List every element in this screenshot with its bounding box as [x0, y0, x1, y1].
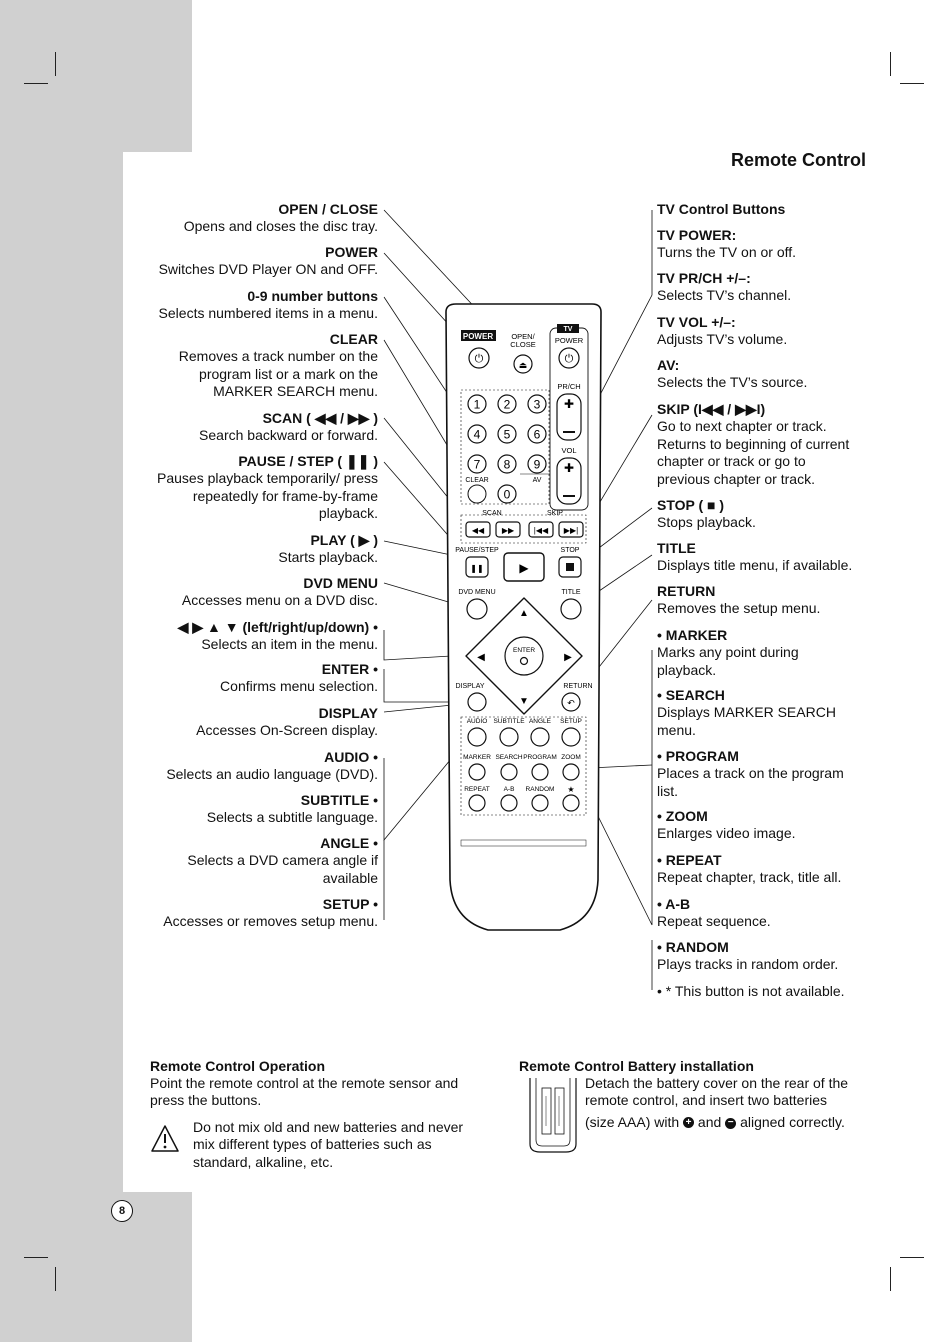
subtitle-label: SUBTITLE [493, 718, 525, 725]
left-item-desc: Accesses menu on a DVD disc. [181, 592, 378, 609]
random-label: RANDOM [525, 786, 555, 793]
ab-label: A-B [503, 786, 515, 793]
right-item-desc: Repeat sequence. [657, 913, 771, 930]
battery-line-part: (size AAA) with [585, 1113, 680, 1130]
dvd-menu-label: DVD MENU [458, 589, 496, 596]
right-item-desc: Displays MARKER SEARCH [657, 704, 836, 721]
number-button-label: 4 [473, 427, 481, 442]
left-item-desc: repeatedly for frame-by-frame [192, 487, 378, 504]
number-button-label: 6 [533, 427, 541, 442]
right-item-heading: AV: [657, 357, 680, 373]
left-item-desc: MARKER SEARCH menu. [213, 383, 378, 400]
prch-label: PR/CH [557, 382, 581, 391]
vol-label: VOL [561, 446, 577, 455]
tv-power-label: POWER [554, 336, 584, 345]
battery-heading: Remote Control Battery installation [519, 1058, 754, 1074]
search-button[interactable] [501, 764, 517, 780]
minus-terminal-icon: − [725, 1118, 736, 1129]
left-item-desc: Accesses or removes setup menu. [163, 913, 378, 930]
left-item-heading: CLEAR [329, 331, 378, 347]
rewind-icon: ◀◀ [471, 526, 485, 535]
left-item-heading: ENTER • [321, 661, 378, 677]
page-number: 8 [111, 1200, 133, 1222]
audio-button[interactable] [468, 728, 486, 746]
left-item-desc: Pauses playback temporarily/ press [157, 470, 378, 487]
left-item-desc: Starts playback. [278, 549, 378, 566]
pause-icon: ❚❚ [470, 564, 484, 573]
right-item-desc: Plays tracks in random order. [657, 956, 839, 973]
left-item-heading: POWER [325, 244, 378, 260]
right-item-heading: • A-B [657, 896, 691, 912]
plus-terminal-icon: + [683, 1117, 694, 1128]
right-item-desc: Removes the setup menu. [657, 600, 821, 617]
number-button-label: 2 [503, 397, 511, 412]
left-item-heading: ◀ ▶ ▲ ▼ (left/right/up/down) • [177, 619, 378, 635]
angle-label: ANGLE [528, 718, 552, 725]
operation-line: Point the remote control at the remote sensor and [150, 1075, 459, 1091]
left-item-heading: PAUSE / STEP ( ❚❚ ) [238, 453, 378, 469]
warning-text [193, 1119, 493, 1171]
repeat-button[interactable] [469, 795, 485, 811]
right-item-heading: • REPEAT [657, 852, 722, 868]
right-item-desc: Enlarges video image. [657, 825, 796, 842]
left-item-desc: Removes a track number on the [178, 348, 378, 365]
left-item-heading: SCAN ( ◀◀ / ▶▶ ) [262, 410, 378, 426]
right-item-desc: • * This button is not available. [657, 983, 845, 999]
right-item-heading: SKIP (I◀◀ / ▶▶I) [657, 401, 766, 417]
play-icon: ▶ [519, 561, 529, 575]
zoom-label: ZOOM [561, 754, 581, 761]
left-item-heading: ANGLE • [320, 835, 378, 851]
battery-line [585, 1114, 875, 1131]
tv-label: TV [563, 326, 573, 333]
right-item-heading: • RANDOM [657, 939, 729, 955]
left-item-heading: DISPLAY [318, 705, 378, 721]
enter-label: ENTER [512, 647, 536, 654]
operation-text [150, 1075, 490, 1110]
up-arrow-icon: ▲ [519, 608, 529, 619]
right-item-desc: menu. [657, 721, 696, 738]
open-close-label: OPEN/ [511, 332, 535, 341]
right-item-desc: Turns the TV on or off. [657, 244, 797, 261]
right-item-desc: Repeat chapter, track, title all. [657, 869, 842, 886]
marker-label: MARKER [463, 754, 491, 761]
right-item-desc: Returns to beginning of current [657, 435, 850, 452]
right-item-heading: • ZOOM [657, 808, 708, 824]
right-item-desc: Selects the TV’s source. [657, 374, 808, 391]
setup-button[interactable] [562, 728, 580, 746]
audio-label: AUDIO [466, 718, 488, 725]
battery-line-part: and [697, 1113, 722, 1130]
right-item-heading: TV VOL +/–: [657, 314, 736, 330]
stop-label: STOP [560, 547, 580, 554]
return-label: RETURN [563, 683, 593, 690]
marker-button[interactable] [469, 764, 485, 780]
right-item-desc: Go to next chapter or track. [657, 418, 827, 435]
right-item-heading: • MARKER [657, 627, 728, 643]
left-item-desc: available [322, 869, 378, 886]
right-item-desc: Adjusts TV’s volume. [657, 331, 788, 348]
battery-text [585, 1075, 875, 1131]
skip-back-icon: |◀◀ [533, 526, 549, 535]
return-arrow-icon: ↶ [567, 698, 575, 708]
subtitle-button[interactable] [500, 728, 518, 746]
page-title: Remote Control [731, 150, 866, 170]
operation-heading: Remote Control Operation [150, 1058, 326, 1074]
left-item-desc: Switches DVD Player ON and OFF. [158, 261, 378, 278]
power-icon: ⏻ [564, 353, 574, 365]
left-item-heading: 0-9 number buttons [247, 288, 378, 304]
right-item-heading: TITLE [657, 540, 696, 556]
left-item-heading: SUBTITLE • [300, 792, 378, 808]
right-item-heading: TV POWER: [657, 227, 737, 243]
down-arrow-icon: ▼ [519, 696, 529, 707]
warning-icon [150, 1124, 180, 1154]
program-label: PROGRAM [523, 754, 557, 761]
right-item-heading: TV Control Buttons [657, 201, 786, 217]
left-item-desc: Selects an item in the menu. [201, 636, 378, 653]
number-button-label: 8 [503, 457, 511, 472]
av-label: AV [532, 477, 542, 484]
number-button-label: 5 [503, 427, 511, 442]
fast-forward-icon: ▶▶ [501, 526, 515, 535]
number-button-label: 0 [503, 487, 511, 502]
pause-step-label: PAUSE/STEP [455, 547, 499, 554]
right-item-desc: list. [657, 782, 678, 799]
left-item-heading: OPEN / CLOSE [278, 201, 378, 217]
battery-line: Detach the battery cover on the rear of the [585, 1075, 849, 1091]
skip-label: SKIP [547, 510, 563, 517]
display-button[interactable] [468, 693, 486, 711]
program-button[interactable] [532, 764, 548, 780]
plus-icon: ✚ [563, 397, 575, 411]
right-item-desc: Displays title menu, if available. [657, 557, 853, 574]
clear-label: CLEAR [465, 477, 489, 484]
plus-icon: ✚ [563, 461, 575, 475]
warning-line: mix different types of batteries such as [193, 1136, 432, 1153]
angle-button[interactable] [531, 728, 549, 746]
open-close-label: CLOSE [510, 340, 536, 349]
left-item-desc: program list or a mark on the [199, 365, 378, 382]
left-item-heading: SETUP • [322, 896, 378, 912]
eject-icon: ⏏ [518, 360, 528, 370]
left-item-desc: Selects numbered items in a menu. [158, 305, 378, 322]
right-item-desc: playback. [657, 661, 717, 678]
left-item-heading: AUDIO • [324, 749, 378, 765]
scan-label: SCAN [482, 510, 502, 517]
right-item-heading: • SEARCH [657, 687, 725, 703]
number-button-label: 1 [473, 397, 481, 412]
right-item-desc: chapter or track or go to [657, 453, 806, 470]
random-button[interactable] [532, 795, 548, 811]
number-button-label: 7 [473, 457, 481, 472]
battery-line: remote control, and insert two batteries [585, 1092, 828, 1109]
star-button[interactable] [563, 795, 579, 811]
right-item-desc: Marks any point during [657, 644, 799, 661]
left-item-desc: Selects a subtitle language. [206, 809, 378, 826]
left-item-heading: PLAY ( ▶ ) [310, 532, 378, 548]
right-item-desc: Selects TV’s channel. [657, 287, 792, 304]
left-item-desc: playback. [318, 505, 378, 522]
left-item-desc: Accesses On-Screen display. [196, 722, 378, 739]
operation-line: press the buttons. [150, 1092, 262, 1109]
zoom-button[interactable] [563, 764, 579, 780]
right-item-heading: RETURN [657, 583, 716, 599]
right-arrow-icon: ▶ [564, 652, 572, 663]
star-label: ★ [567, 785, 575, 794]
power-button-label: POWER [462, 332, 494, 341]
search-label: SEARCH [495, 754, 523, 761]
left-item-desc: Search backward or forward. [199, 427, 378, 444]
right-item-desc: Stops playback. [657, 514, 756, 531]
enter-button[interactable] [505, 637, 543, 675]
left-item-desc: Selects an audio language (DVD). [166, 766, 378, 783]
ab-button[interactable] [501, 795, 517, 811]
skip-forward-icon: ▶▶| [563, 526, 579, 535]
left-item-desc: Opens and closes the disc tray. [183, 218, 378, 235]
dvd-menu-button[interactable] [467, 599, 487, 619]
right-item-desc: Places a track on the program [657, 765, 844, 782]
right-item-heading: • PROGRAM [657, 748, 739, 764]
title-button[interactable] [561, 599, 581, 619]
repeat-label: REPEAT [464, 786, 490, 793]
number-button-label: 9 [533, 457, 541, 472]
title-label: TITLE [561, 589, 581, 596]
right-item-heading: TV PR/CH +/–: [657, 270, 751, 286]
setup-label: SETUP [560, 718, 582, 725]
display-label: DISPLAY [455, 683, 485, 690]
warning-line: Do not mix old and new batteries and never [193, 1119, 464, 1135]
stop-icon [566, 563, 574, 571]
left-item-heading: DVD MENU [303, 575, 378, 591]
clear-button[interactable] [468, 485, 486, 503]
power-icon: ⏻ [474, 353, 484, 365]
number-button-label: 3 [533, 397, 541, 412]
left-arrow-icon: ◀ [477, 652, 485, 663]
right-item-heading: STOP ( ■ ) [657, 497, 725, 513]
left-item-desc: Selects a DVD camera angle if [187, 852, 378, 869]
right-item-desc: previous chapter or track. [657, 470, 815, 487]
warning-line: standard, alkaline, etc. [193, 1153, 334, 1170]
battery-compartment-illustration [522, 1074, 582, 1154]
battery-line-part: aligned correctly. [740, 1113, 845, 1130]
left-item-desc: Confirms menu selection. [220, 678, 378, 695]
